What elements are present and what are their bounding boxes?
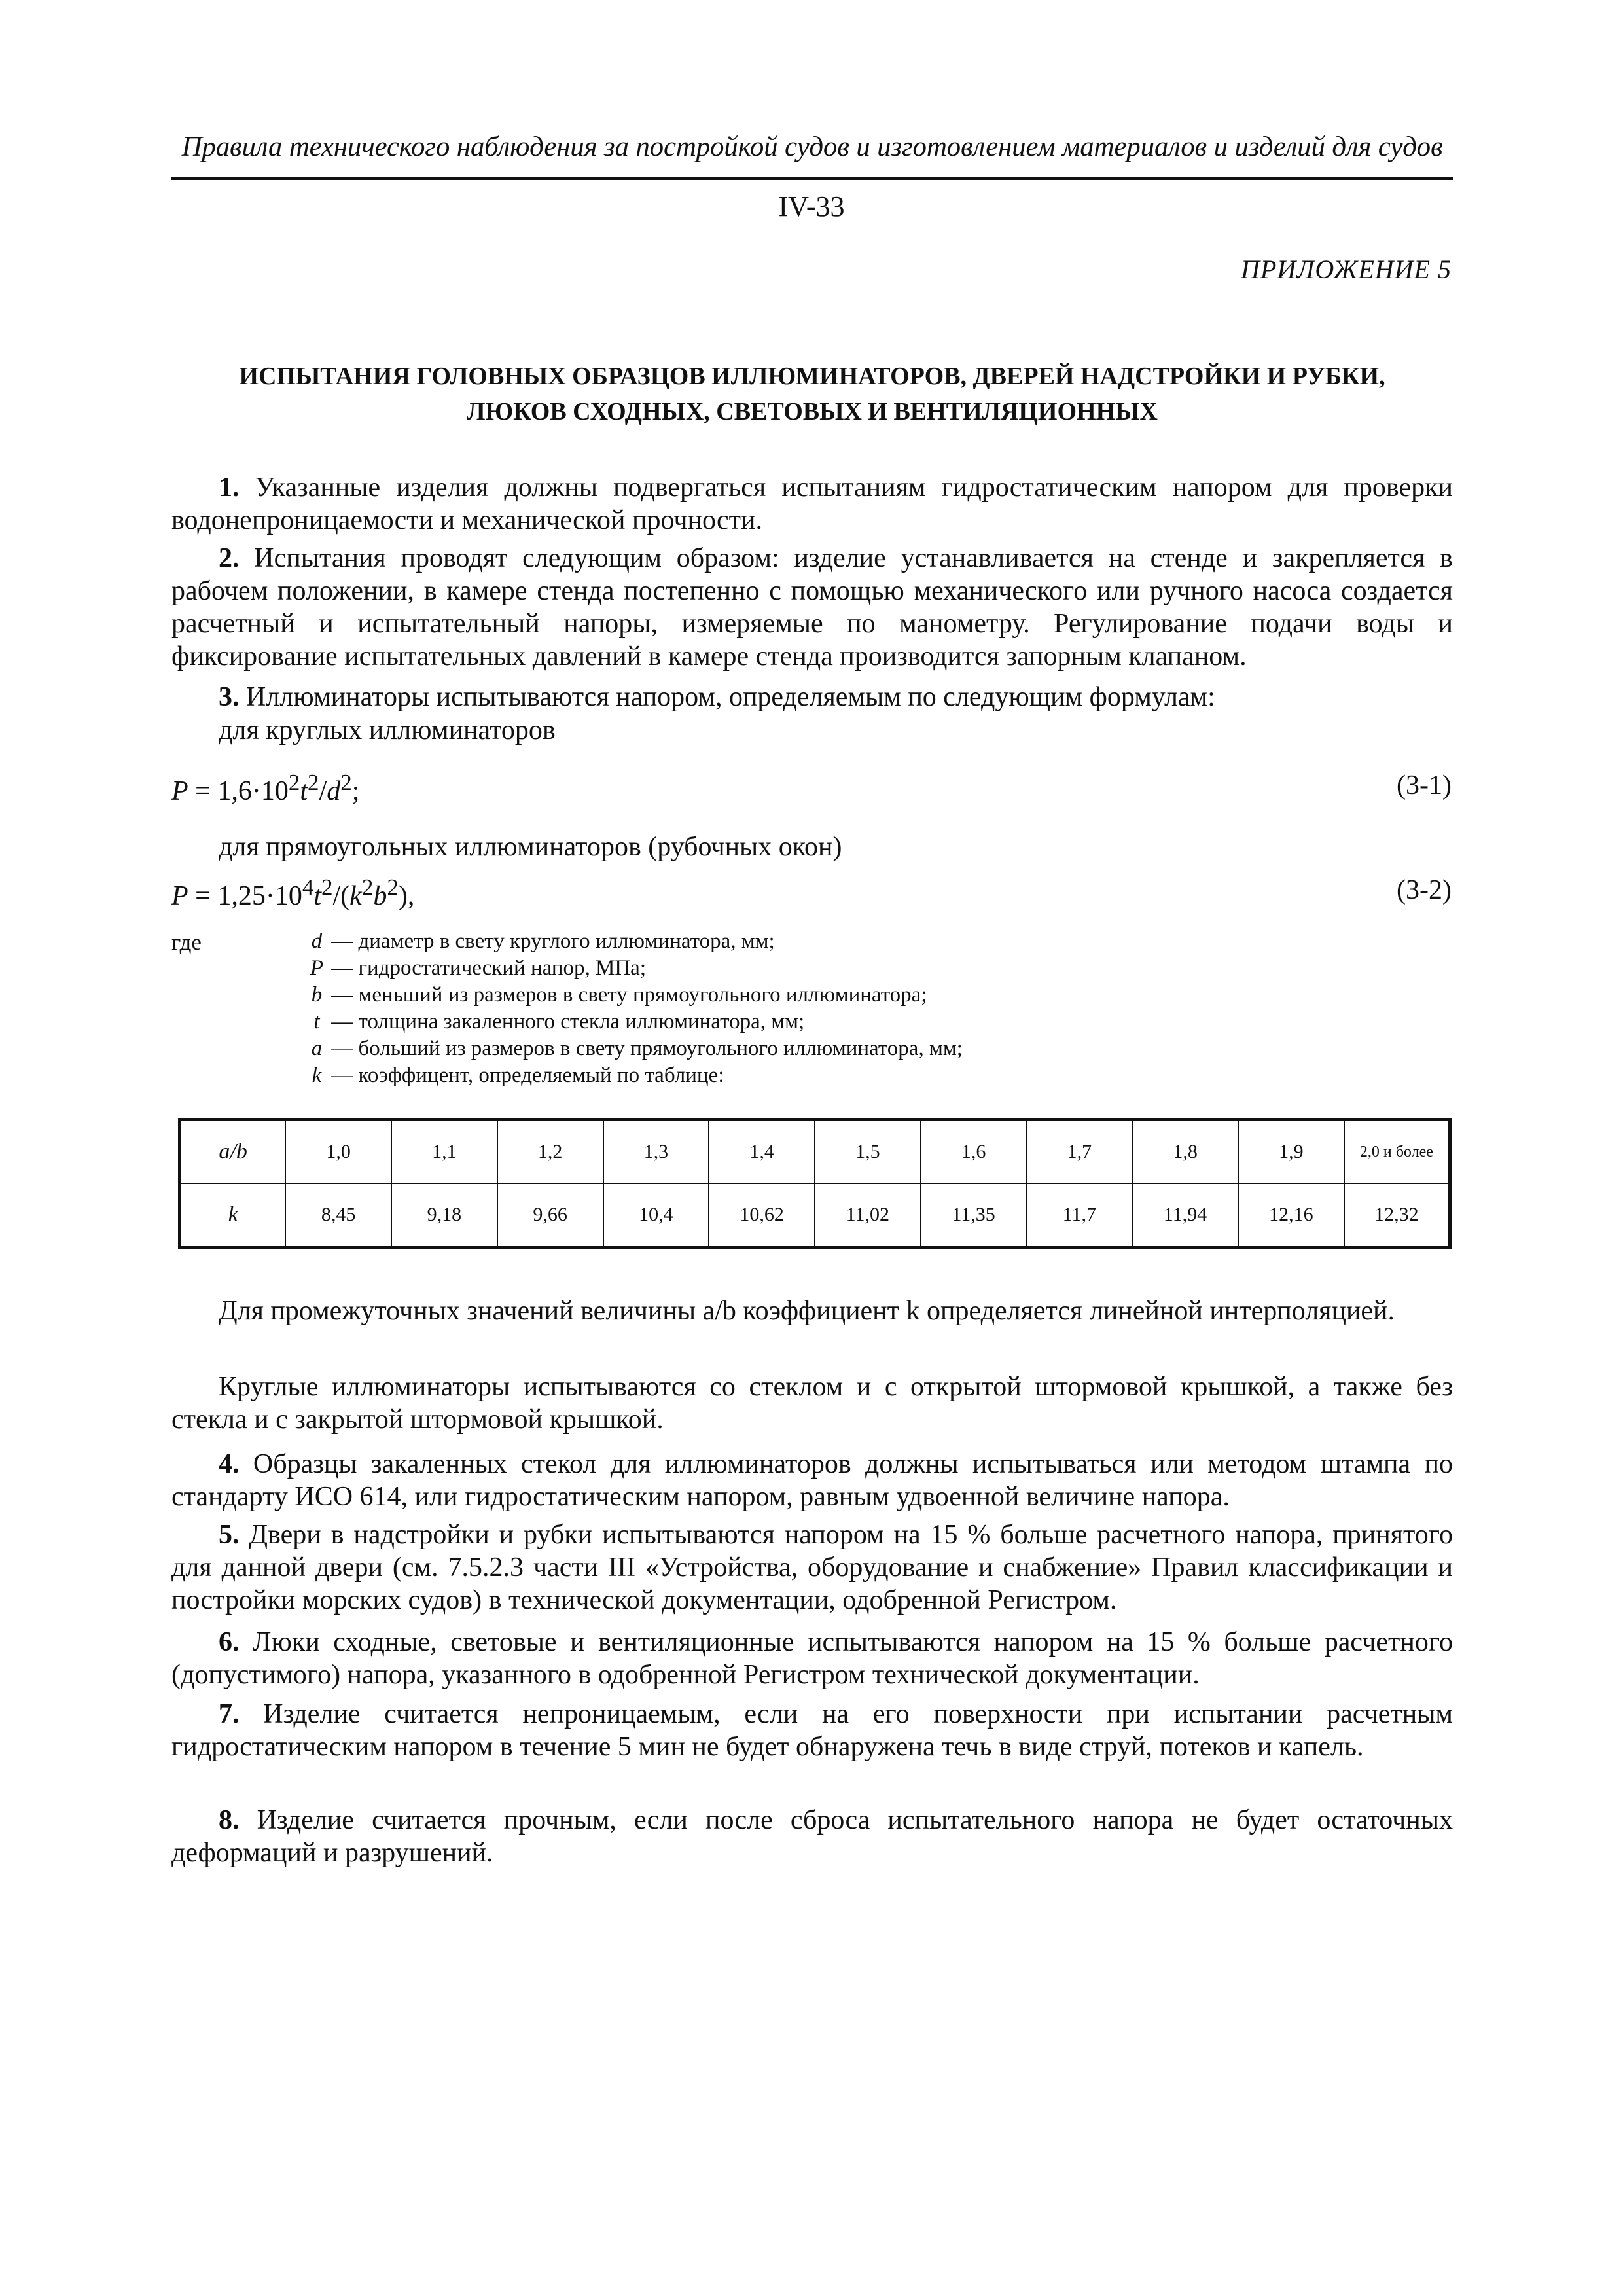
paragraph-5 xyxy=(171,1518,1453,1617)
table-cell: 11,02 xyxy=(815,1183,921,1247)
round-porthole-label: для круглых иллюминаторов xyxy=(219,715,556,745)
paragraph-5-number: 5. xyxy=(219,1520,240,1550)
paragraph-8 xyxy=(171,1804,1453,1869)
paragraph-2-text: Испытания проводят следующим образом: изделие устанавливается на стенде и закрепляется в рабочем положении, в камере стенда постепенно с помощью механического или ручного насоса создается расчетный и испытательный напоры, измеряемые по манометру. Регулирование подачи воды и фиксирование испытательных давлений в камере стенда производится запорным клапаном. xyxy=(171,543,1453,672)
table-cell: 1,1 xyxy=(391,1120,497,1184)
table-cell: 12,16 xyxy=(1238,1183,1344,1247)
paragraph-7 xyxy=(171,1698,1453,1763)
table-cell: 1,3 xyxy=(603,1120,709,1184)
formula-3-1-number: (3-1) xyxy=(1397,770,1452,800)
table-cell: 1,2 xyxy=(497,1120,603,1184)
title-line-2: ЛЮКОВ СХОДНЫХ, СВЕТОВЫХ И ВЕНТИЛЯЦИОННЫХ xyxy=(467,398,1158,425)
paragraph-1-number: 1. xyxy=(219,473,240,503)
table-cell: 11,35 xyxy=(921,1183,1027,1247)
table-cell: 1,5 xyxy=(815,1120,921,1184)
table-cell: 1,8 xyxy=(1132,1120,1238,1184)
formula-3-2-number: (3-2) xyxy=(1397,875,1452,905)
page-number: IV-33 xyxy=(778,190,845,223)
definition-d: d — диаметр в свету круглого иллюминатора, мм; xyxy=(311,929,775,953)
table-cell: 10,4 xyxy=(603,1183,709,1247)
header-rule xyxy=(171,177,1453,180)
definition-a: a — больший из размеров в свету прямоугольного иллюминатора, мм; xyxy=(311,1037,963,1060)
table-cell: 10,62 xyxy=(709,1183,815,1247)
paragraph-1-text: Указанные изделия должны подвергаться испытаниям гидростатическим напором для проверки водонепроницаемости и механической прочности. xyxy=(171,473,1453,535)
document-title xyxy=(171,359,1453,429)
title-line-1: ИСПЫТАНИЯ ГОЛОВНЫХ ОБРАЗЦОВ ИЛЛЮМИНАТОРОВ, ДВЕРЕЙ НАДСТРОЙКИ И РУБКИ, xyxy=(239,363,1385,390)
paragraph-3 xyxy=(171,681,1453,713)
paragraph-8-number: 8. xyxy=(219,1805,240,1835)
table-cell: 9,66 xyxy=(497,1183,603,1247)
formula-3-1: $P = 1,6\cdot 10^2t^2/d^2$; xyxy=(171,770,360,806)
definition-b: b — меньший из размеров в свету прямоугольного иллюминатора; xyxy=(311,983,927,1007)
table-cell: 8,45 xyxy=(285,1183,391,1247)
paragraph-5-text: Двери в надстройки и рубки испытываются напором на 15 % больше расчетного напора, принятого для данной двери (см. 7.5.2.3 части III «Устройства, оборудование и снабжение» Правил классификации и постройки морских судов) в технической документации, одобренной Регистром. xyxy=(171,1520,1453,1615)
where-label: где xyxy=(171,929,202,955)
paragraph-2-number: 2. xyxy=(219,543,240,573)
table-row-k xyxy=(180,1183,1450,1247)
running-header: Правила технического наблюдения за постройкой судов и изготовлением материалов и изделий для судов xyxy=(181,132,1443,162)
paragraph-1 xyxy=(171,471,1453,537)
definitions-list xyxy=(308,928,963,1089)
paragraph-4 xyxy=(171,1448,1453,1513)
coefficient-table xyxy=(178,1118,1452,1249)
table-row-ab xyxy=(180,1120,1450,1184)
table-cell: 1,4 xyxy=(709,1120,815,1184)
table-cell: 1,6 xyxy=(921,1120,1027,1184)
table-cell: 2,0 и более xyxy=(1344,1120,1450,1184)
paragraph-2 xyxy=(171,542,1453,673)
table-cell: 1,9 xyxy=(1238,1120,1344,1184)
table-cell: 12,32 xyxy=(1344,1183,1450,1247)
table-cell: 11,7 xyxy=(1027,1183,1133,1247)
definition-t: t — толщина закаленного стекла иллюминатора, мм; xyxy=(313,1010,805,1033)
paragraph-6-text: Люки сходные, световые и вентиляционные испытываются напором на 15 % больше расчетного (допустимого) напора, указанного в одобренной Регистром технической документации. xyxy=(171,1627,1453,1690)
table-cell: 11,94 xyxy=(1132,1183,1238,1247)
table-header-k: k xyxy=(180,1183,286,1247)
definition-p: P — гидростатический напор, МПа; xyxy=(310,956,646,980)
table-header-ab: a/b xyxy=(180,1120,286,1184)
paragraph-6-number: 6. xyxy=(219,1627,240,1657)
interpolation-paragraph: Для промежуточных значений величины a/b коэффициент k определяется линейной интерполяцией. xyxy=(219,1296,1395,1326)
definition-k: k — коэффицент, определяемый по таблице: xyxy=(312,1064,724,1087)
paragraph-6 xyxy=(171,1626,1453,1691)
formula-3-2: $P = 1,25\cdot 10^4t^2/(k^2b^2)$, xyxy=(171,874,415,911)
paragraph-4-number: 4. xyxy=(219,1449,240,1479)
paragraph-7-number: 7. xyxy=(219,1699,240,1729)
table-cell: 9,18 xyxy=(391,1183,497,1247)
table-cell: 1,0 xyxy=(285,1120,391,1184)
table-cell: 1,7 xyxy=(1027,1120,1133,1184)
round-test-paragraph: Круглые иллюминаторы испытываются со стеклом и с открытой штормовой крышкой, а также без стекла и с закрытой штормовой крышкой. xyxy=(171,1372,1453,1435)
paragraph-3-number: 3. xyxy=(219,682,240,712)
rect-porthole-label: для прямоугольных иллюминаторов (рубочных окон) xyxy=(219,832,842,862)
paragraph-8-text: Изделие считается прочным, если после сброса испытательного напора не будет остаточных деформаций и разрушений. xyxy=(171,1805,1453,1868)
paragraph-3-text: Иллюминаторы испытываются напором, определяемым по следующим формулам: xyxy=(239,682,1215,712)
paragraph-4-text: Образцы закаленных стекол для иллюминаторов должны испытываться или методом штампа по стандарту ИСО 614, или гидростатическим напором, равным удвоенной величине напора. xyxy=(171,1449,1453,1512)
appendix-label: ПРИЛОЖЕНИЕ 5 xyxy=(1241,255,1452,284)
paragraph-7-text: Изделие считается непроницаемым, если на его поверхности при испытании расчетным гидростатическим напором в течение 5 мин не будет обнаружена течь в виде струй, потеков и капель. xyxy=(171,1699,1453,1762)
